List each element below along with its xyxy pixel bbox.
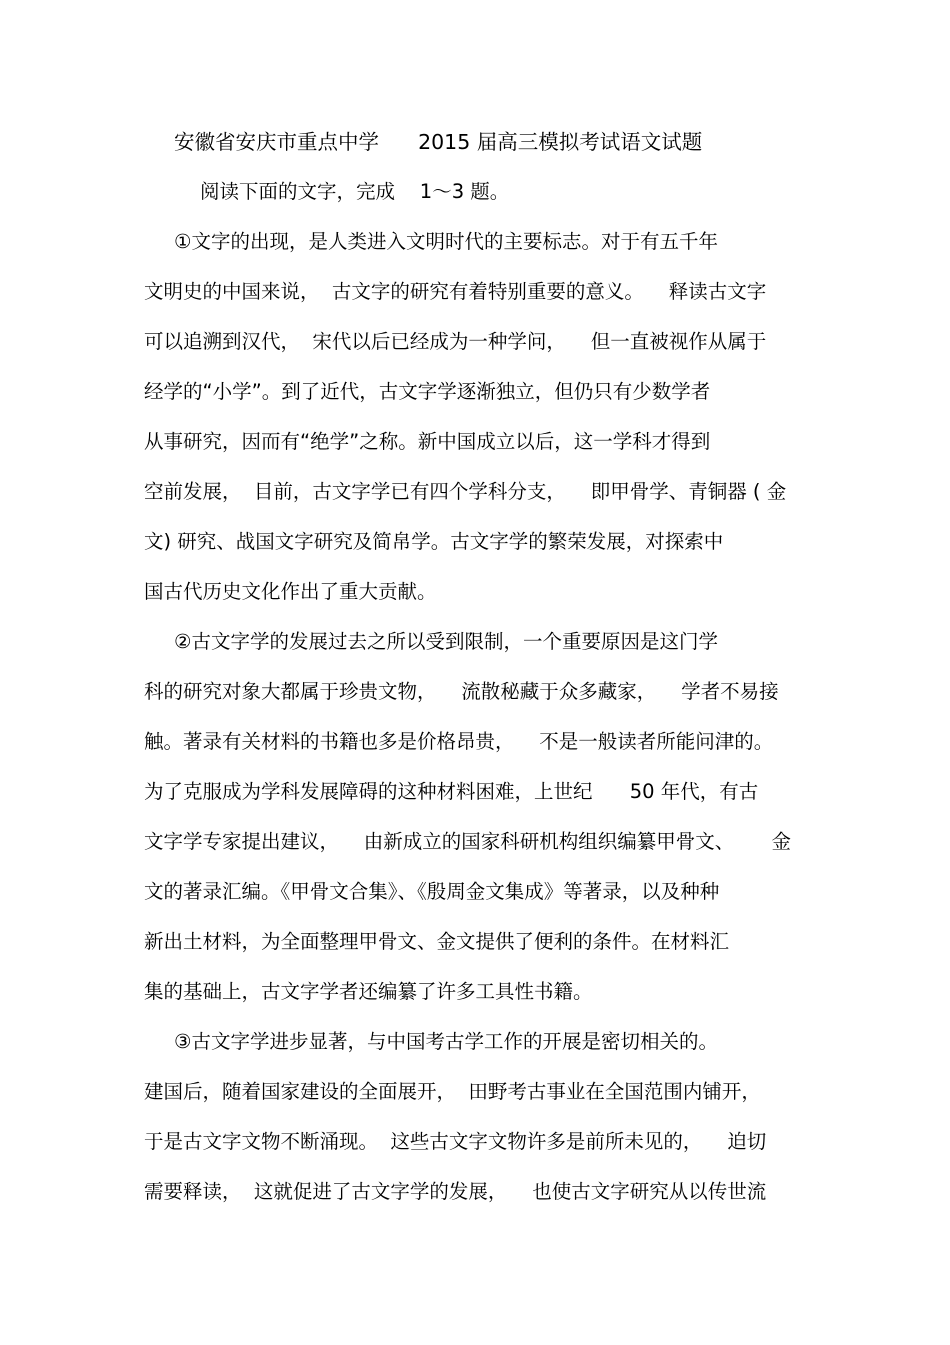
paragraph-line: ③古文字学进步显著，与中国考古学工作的开展是密切相关的。 — [174, 1030, 718, 1053]
paragraph-line: 触。著录有关材料的书籍也多是价格昂贵， 不是一般读者所能问津的。 — [144, 730, 774, 753]
paragraph-line: 于是古文字文物不断涌现。 这些古文字文物许多是前所未见的， 迫切 — [144, 1130, 767, 1153]
document-title: 安徽省安庆市重点中学 2015 届高三模拟考试语文试题 — [174, 130, 703, 154]
paragraph-line: 文明史的中国来说， 古文字的研究有着特别重要的意义。 释读古文字 — [144, 280, 767, 303]
paragraph-line: 为了克服成为学科发展障碍的这种材料困难，上世纪 50 年代，有古 — [144, 780, 759, 803]
paragraph-line: 国古代历史文化作出了重大贡献。 — [144, 580, 437, 603]
paragraph-line: 从事研究，因而有“绝学”之称。新中国成立以后，这一学科才得到 — [144, 430, 711, 453]
paragraph-line: 经学的“小学”。到了近代，古文字学逐渐独立，但仍只有少数学者 — [144, 380, 711, 403]
reading-instruction: 阅读下面的文字，完成 1～3 题。 — [200, 180, 510, 203]
paragraph-line: 科的研究对象大都属于珍贵文物， 流散秘藏于众多藏家， 学者不易接 — [144, 680, 779, 703]
paragraph-line: 空前发展， 目前，古文字学已有四个学科分支， 即甲骨学、青铜器 ( 金 — [144, 480, 787, 503]
paragraph-line: 文字学专家提出建议， 由新成立的国家科研机构组织编纂甲骨文、 金 — [144, 830, 791, 853]
paragraph-line: ①文字的出现，是人类进入文明时代的主要标志。对于有五千年 — [174, 230, 718, 253]
paragraph-line: ②古文字学的发展过去之所以受到限制，一个重要原因是这门学 — [174, 630, 718, 653]
paragraph-line: 可以追溯到汉代， 宋代以后已经成为一种学问， 但一直被视作从属于 — [144, 330, 767, 353]
paragraph-line: 需要释读， 这就促进了古文字学的发展， 也使古文字研究从以传世流 — [144, 1180, 767, 1203]
paragraph-line: 文的著录汇编。《甲骨文合集》、《殷周金文集成》等著录，以及种种 — [144, 880, 720, 903]
paragraph-line: 集的基础上，古文字学者还编纂了许多工具性书籍。 — [144, 980, 593, 1003]
paragraph-line: 文) 研究、战国文字研究及简帛学。古文字学的繁荣发展，对探索中 — [144, 530, 724, 553]
paragraph-line: 新出土材料，为全面整理甲骨文、金文提供了便利的条件。在材料汇 — [144, 930, 730, 953]
paragraph-line: 建国后，随着国家建设的全面展开， 田野考古事业在全国范围内铺开， — [144, 1080, 761, 1103]
